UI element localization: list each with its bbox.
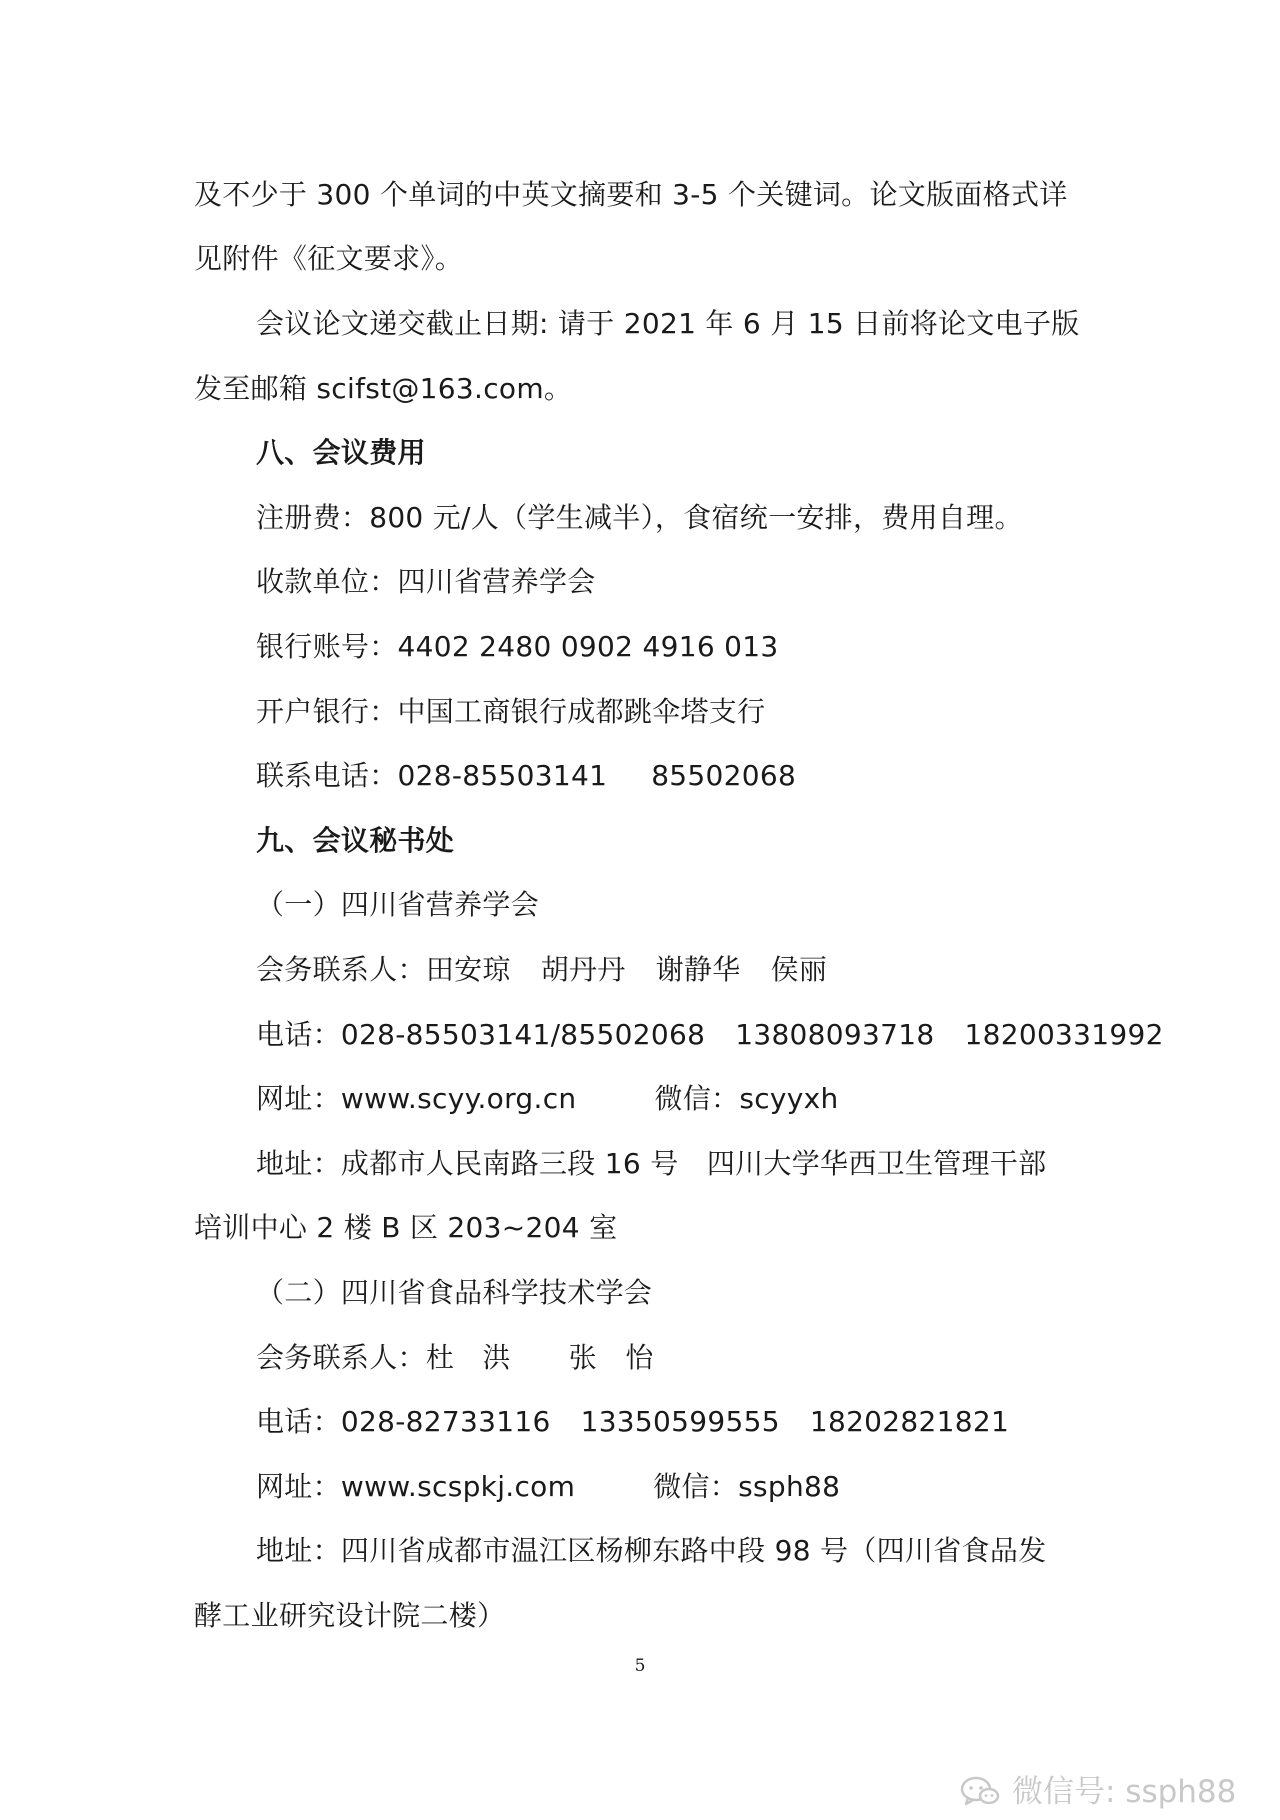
subsection-heading: （一）四川省营养学会 <box>256 888 540 921</box>
page-number: 5 <box>634 1656 646 1676</box>
contact-phone-number: 85502068 <box>651 759 797 792</box>
contact-person: 杜 洪 <box>425 1341 511 1374</box>
contact-person: 张 怡 <box>568 1341 654 1374</box>
paragraph-line: 发至邮箱 scifst@163.com。 <box>194 372 573 405</box>
paragraph-line: 培训中心 2 楼 B 区 203~204 室 <box>194 1211 618 1244</box>
phones-line <box>256 1402 1156 1442</box>
contacts-line <box>256 950 1156 990</box>
watermark-text: 微信号: ssph88 <box>1012 1774 1237 1810</box>
contact-person: 田安琼 <box>425 953 511 986</box>
phone-number: 18200331992 <box>964 1018 1164 1051</box>
paragraph-line: 会议论文递交截止日期: 请于 2021 年 6 月 15 日前将论文电子版 <box>256 307 1080 340</box>
phone-number: 028-82733116 <box>340 1405 551 1438</box>
web-wechat-line <box>256 1079 1156 1119</box>
paragraph-line: 开户银行：中国工商银行成都跳伞塔支行 <box>256 695 766 728</box>
contact-person: 胡丹丹 <box>540 953 626 986</box>
paragraph-line: 及不少于 300 个单词的中英文摘要和 3-5 个关键词。论文版面格式详 <box>194 178 1068 211</box>
contacts-label: 会务联系人： <box>256 1341 426 1374</box>
contacts-line <box>256 1338 1156 1378</box>
paragraph-line: 地址：四川省成都市温江区杨柳东路中段 98 号（四川省食品发 <box>256 1534 1047 1567</box>
paragraph-line: 银行账号：4402 2480 0902 4916 013 <box>256 630 779 663</box>
wechat-id: ssph88 <box>738 1470 841 1503</box>
website-url: www.scspkj.com <box>340 1470 576 1503</box>
subsection-heading: （二）四川省食品科学技术学会 <box>256 1276 653 1309</box>
contact-phone-line <box>256 756 1156 796</box>
paragraph-line: 见附件《征文要求》。 <box>194 242 464 275</box>
contact-phone-label: 联系电话： <box>256 759 398 792</box>
paragraph-line: 地址：成都市人民南路三段 16 号 四川大学华西卫生管理干部 <box>256 1147 1047 1180</box>
web-wechat-line <box>256 1467 1156 1507</box>
phone-number: 18202821821 <box>809 1405 1010 1438</box>
wechat-label: 微信： <box>653 1470 739 1503</box>
phone-number: 13808093718 <box>735 1018 935 1051</box>
phones-label: 电话： <box>256 1405 341 1438</box>
wechat-icon <box>960 1776 1000 1808</box>
phones-line <box>256 1015 1164 1055</box>
wechat-id: scyyxh <box>739 1082 839 1115</box>
contact-person: 侯丽 <box>770 953 828 986</box>
section-heading-secretariat: 九、会议秘书处 <box>256 824 455 857</box>
contacts-label: 会务联系人： <box>256 953 426 986</box>
phones-label: 电话： <box>256 1018 341 1051</box>
web-label: 网址： <box>256 1470 341 1503</box>
contact-phone-number: 028-85503141 <box>397 759 608 792</box>
paragraph-line: 收款单位：四川省营养学会 <box>256 565 596 598</box>
website-url: www.scyy.org.cn <box>340 1082 577 1115</box>
paragraph-line: 注册费：800 元/人（学生减半），食宿统一安排，费用自理。 <box>256 501 1023 534</box>
phone-number: 028-85503141/85502068 <box>340 1018 706 1051</box>
contact-person: 谢静华 <box>655 953 741 986</box>
web-label: 网址： <box>256 1082 341 1115</box>
wechat-watermark <box>960 1770 1236 1814</box>
paragraph-line: 酵工业研究设计院二楼） <box>194 1599 506 1632</box>
section-heading-fees: 八、会议费用 <box>256 436 426 469</box>
phone-number: 13350599555 <box>580 1405 780 1438</box>
wechat-label: 微信： <box>654 1082 740 1115</box>
